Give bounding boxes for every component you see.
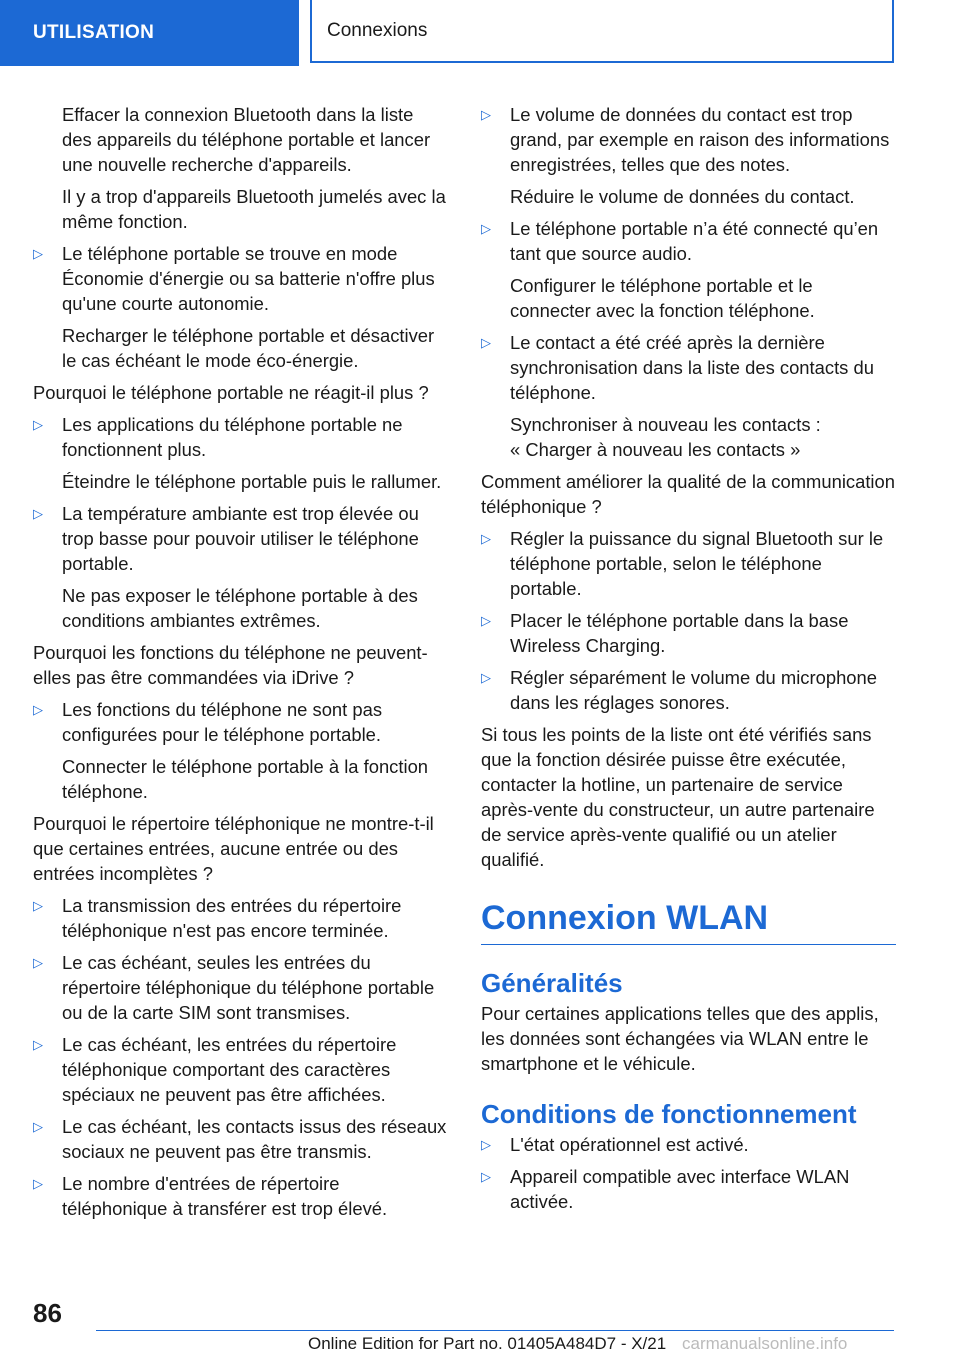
question-heading: Pourquoi le téléphone portable ne réagit-il plus ? <box>33 382 429 403</box>
list-item <box>481 216 896 266</box>
list-item-text: Les fonctions du téléphone ne sont pas configurées pour le téléphone portable. <box>62 699 383 745</box>
page-number: 86 <box>33 1298 62 1328</box>
bullet-triangle-icon: ▷ <box>33 1037 43 1052</box>
paragraph: Il y a trop d'appareils Bluetooth jumelés avec la même fonction. <box>62 186 446 232</box>
list-item <box>33 501 448 576</box>
list-item-text: Appareil compatible avec interface WLAN activée. <box>510 1166 850 1212</box>
bullet-triangle-icon: ▷ <box>33 506 43 521</box>
bullet-triangle-icon: ▷ <box>33 702 43 717</box>
list-item <box>33 893 448 943</box>
list-item <box>33 241 448 316</box>
section-heading: Connexion WLAN <box>481 898 896 945</box>
list-item <box>33 1171 448 1221</box>
list-item-text: Régler séparément le volume du microphone dans les réglages sonores. <box>510 667 877 713</box>
bullet-triangle-icon: ▷ <box>481 107 491 122</box>
list-item-action: Recharger le téléphone portable et désactiver le cas échéant le mode éco-énergie. <box>62 325 435 371</box>
left-column <box>33 102 448 1228</box>
list-item-text: Régler la puissance du signal Bluetooth sur le téléphone portable, selon le téléphone portable. <box>510 528 884 599</box>
bullet-triangle-icon: ▷ <box>481 1137 491 1152</box>
list-item <box>481 330 896 405</box>
bullet-triangle-icon: ▷ <box>33 246 43 261</box>
list-item <box>33 1032 448 1107</box>
list-item-text: Le contact a été créé après la dernière synchronisation dans la liste des contacts du téléphone. <box>510 332 874 403</box>
list-item <box>481 1132 896 1157</box>
list-item-text: Le volume de données du contact est trop grand, par exemple en raison des informations enregistrées, telles que des notes. <box>510 104 890 175</box>
list-item-action: Connecter le téléphone portable à la fonction téléphone. <box>62 756 429 802</box>
right-column <box>481 102 896 1221</box>
list-item <box>481 608 896 658</box>
bullet-triangle-icon: ▷ <box>33 417 43 432</box>
question-heading: Pourquoi le répertoire téléphonique ne montre-t-il que certaines entrées, aucune entrée ou des entrées incomplètes ? <box>33 813 434 884</box>
list-item-text: Le cas échéant, seules les entrées du répertoire téléphonique du téléphone portable ou de la carte SIM sont transmises. <box>62 952 435 1023</box>
list-item <box>33 1114 448 1164</box>
list-item-action: Réduire le volume de données du contact. <box>510 186 855 207</box>
paragraph: Effacer la connexion Bluetooth dans la liste des appareils du téléphone portable et lancer une nouvelle recherche d'appareils. <box>62 104 431 175</box>
list-item-text: Placer le téléphone portable dans la base Wireless Charging. <box>510 610 849 656</box>
paragraph: Pour certaines applications telles que des applis, les données sont échangées via WLAN entre le smartphone et le véhicule. <box>481 1003 879 1074</box>
list-item-action: Synchroniser à nouveau les contacts : <box>510 414 821 435</box>
list-item-text: La transmission des entrées du répertoire téléphonique n'est pas encore terminée. <box>62 895 402 941</box>
bullet-triangle-icon: ▷ <box>481 1169 491 1184</box>
subsection-heading: Conditions de fonctionnement <box>481 1099 857 1129</box>
bullet-triangle-icon: ▷ <box>33 1119 43 1134</box>
bullet-triangle-icon: ▷ <box>481 670 491 685</box>
question-heading: Pourquoi les fonctions du téléphone ne peuvent-elles pas être commandées via iDrive ? <box>33 642 428 688</box>
list-item-text: L'état opérationnel est activé. <box>510 1134 749 1155</box>
list-item-text: Les applications du téléphone portable ne fonctionnent plus. <box>62 414 403 460</box>
list-item-action: Configurer le téléphone portable et le connecter avec la fonction téléphone. <box>510 275 815 321</box>
footer-divider <box>96 1330 894 1331</box>
bullet-triangle-icon: ▷ <box>481 335 491 350</box>
list-item <box>33 412 448 462</box>
bullet-triangle-icon: ▷ <box>481 613 491 628</box>
list-item <box>33 950 448 1025</box>
list-item <box>481 1164 896 1214</box>
list-item-text: Le téléphone portable n’a été connecté qu’en tant que source audio. <box>510 218 879 264</box>
list-item-text: Le cas échéant, les contacts issus des réseaux sociaux ne peuvent pas être transmis. <box>62 1116 447 1162</box>
subsection-heading: Généralités <box>481 968 623 998</box>
list-item-text: Le nombre d'entrées de répertoire téléphonique à transférer est trop élevé. <box>62 1173 388 1219</box>
list-item-text: Le cas échéant, les entrées du répertoire téléphonique comportant des caractères spéciaux ne peuvent pas être affichées. <box>62 1034 397 1105</box>
list-item <box>481 665 896 715</box>
bullet-triangle-icon: ▷ <box>33 1176 43 1191</box>
list-item-action: « Charger à nouveau les contacts » <box>510 439 801 460</box>
bullet-triangle-icon: ▷ <box>481 531 491 546</box>
header-section-title: UTILISATION <box>33 22 155 43</box>
list-item-action: Éteindre le téléphone portable puis le rallumer. <box>62 471 442 492</box>
header-chapter-title: Connexions <box>327 19 428 41</box>
watermark: carmanualsonline.info <box>682 1334 848 1353</box>
header-chapter-box <box>310 0 894 63</box>
header-section-tab <box>0 0 299 66</box>
list-item <box>481 526 896 601</box>
bullet-triangle-icon: ▷ <box>33 898 43 913</box>
list-item <box>481 102 896 177</box>
question-heading: Comment améliorer la qualité de la communication téléphonique ? <box>481 471 895 517</box>
bullet-triangle-icon: ▷ <box>481 221 491 236</box>
list-item-action: Ne pas exposer le téléphone portable à des conditions ambiantes extrêmes. <box>62 585 418 631</box>
footer-edition: Online Edition for Part no. 01405A484D7 - X/21 <box>308 1334 667 1353</box>
paragraph: Si tous les points de la liste ont été vérifiés sans que la fonction désirée puisse être exécutée, contacter la hotline, un partenaire de service après-vente du constructeur, un autre partenaire de service après-vente qualifié ou un atelier qualifié. <box>481 724 875 870</box>
list-item-text: Le téléphone portable se trouve en mode Économie d'énergie ou sa batterie n'offre plus qu'une courte autonomie. <box>62 243 435 314</box>
list-item <box>33 697 448 747</box>
bullet-triangle-icon: ▷ <box>33 955 43 970</box>
list-item-text: La température ambiante est trop élevée ou trop basse pour pouvoir utiliser le téléphone portable. <box>62 503 419 574</box>
